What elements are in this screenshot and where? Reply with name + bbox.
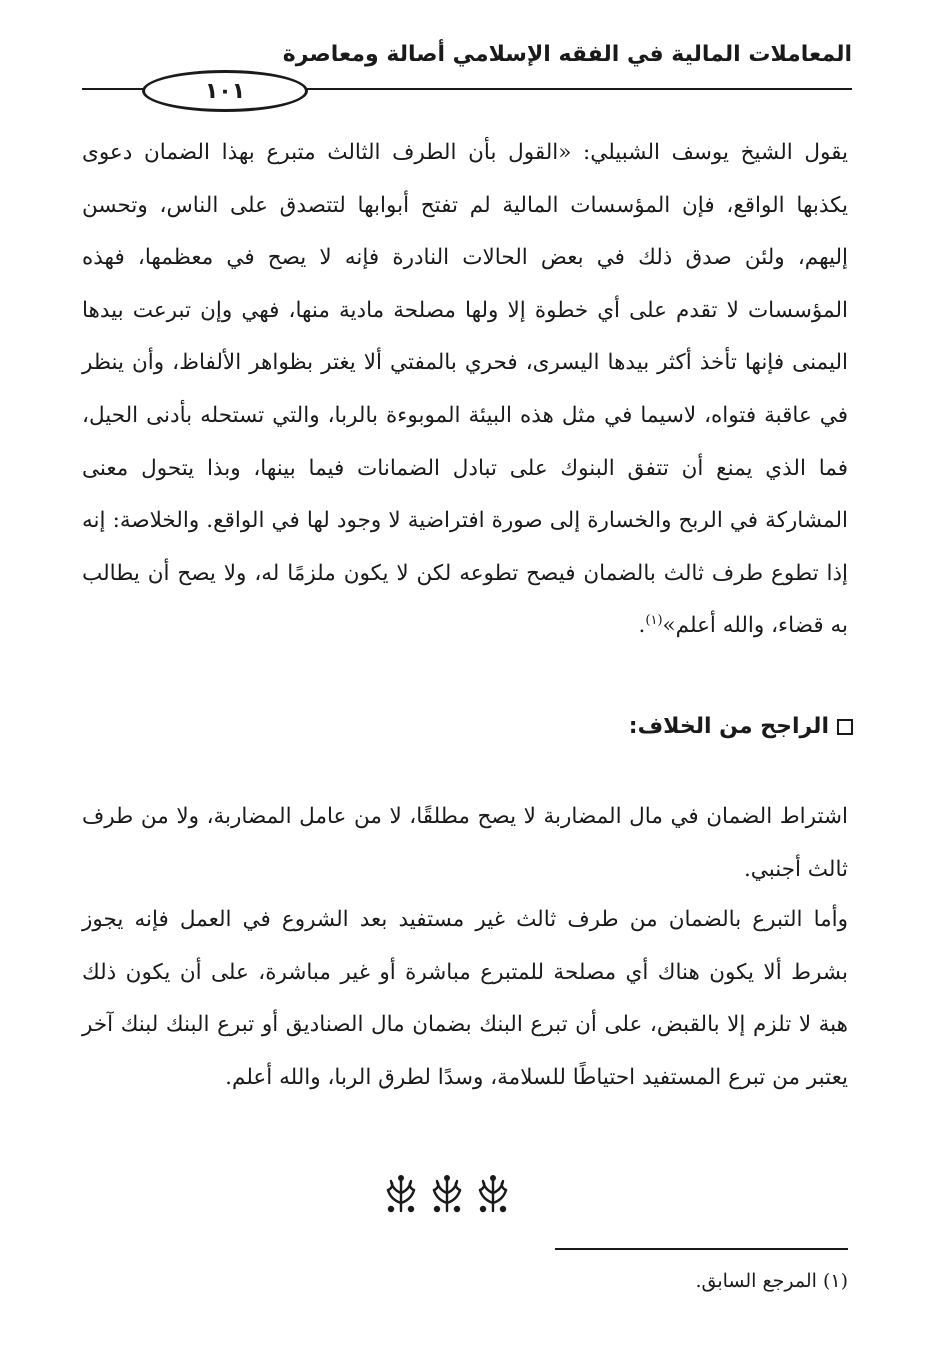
footnote bbox=[695, 1270, 848, 1292]
quote-paragraph bbox=[82, 127, 848, 653]
floral-ornament-icon bbox=[474, 1173, 512, 1215]
section-heading bbox=[629, 714, 853, 739]
section-end-ornament bbox=[382, 1170, 512, 1218]
quote-trailing-period: . bbox=[638, 613, 646, 639]
floral-ornament-icon bbox=[382, 1173, 420, 1215]
floral-ornament-icon bbox=[428, 1173, 466, 1215]
running-title: المعاملات المالية في الفقه الإسلامي أصالة ومعاصرة bbox=[282, 42, 852, 67]
section-heading-text: الراجح من الخلاف: bbox=[628, 714, 829, 739]
page-header bbox=[82, 40, 852, 110]
ruling-paragraph: اشتراط الضمان في مال المضاربة لا يصح مطلقًا، لا من عامل المضاربة، ولا من طرف ثالث أجنبي. bbox=[82, 804, 848, 882]
footnote-marker: (١) bbox=[822, 1270, 848, 1292]
page-number: ١٠١ bbox=[142, 70, 308, 112]
donation-paragraph: وأما التبرع بالضمان من طرف ثالث غير مستفيد بعد الشروع في العمل فإنه يجوز بشرط ألا يكون هناك أي مصلحة للمتبرع مباشرة أو غير مباشرة، على أن يكون ذلك هبة لا تلزم إلا بالقبض، على أن تبرع البنك بضمان مال الصناديق أو تبرع البنك لبنك آخر يعتبر من تبرع المستفيد احتياطًا للسلامة، وسدًا لطرق الربا، والله أعلم. bbox=[82, 907, 848, 1090]
quote-text: يقول الشيخ يوسف الشبيلي: «القول بأن الطرف الثالث متبرع بهذا الضمان دعوى يكذبها الواقع، فإن المؤسسات المالية لم تفتح أبوابها لتتصدق على الناس، وتحسن إليهم، ولئن صدق ذلك في بعض الحالات النادرة فإنه لا يصح في معظمها، فهذه المؤسسات لا تقدم على أي خطوة إلا ولها مصلحة مادية منها، فهي وإن تبرعت بيدها اليمنى فإنها تأخذ أكثر بيدها اليسرى، فحري بالمفتي ألا يغتر بظواهر الألفاظ، وأن ينظر في عاقبة فتواه، لاسيما في مثل هذه البيئة الموبوءة بالربا، والتي تستحله بأدنى الحيل، فما الذي يمنع أن تتفق البنوك على تبادل الضمانات فيما بينها، وبذا يتحول معنى المشاركة في الربح والخسارة إلى صورة افتراضية لا وجود لها في الواقع. والخلاصة: إنه إذا تطوع طرف ثالث بالضمان فيصح تطوعه لكن لا يكون ملزمًا له، ولا يصح أن يطالب به قضاء، والله أعلم» bbox=[82, 140, 848, 639]
footnote-text: المرجع السابق. bbox=[695, 1270, 817, 1292]
footnote-separator bbox=[555, 1248, 848, 1250]
square-bullet-icon bbox=[837, 719, 853, 735]
footnote-reference: (١) bbox=[645, 613, 663, 629]
